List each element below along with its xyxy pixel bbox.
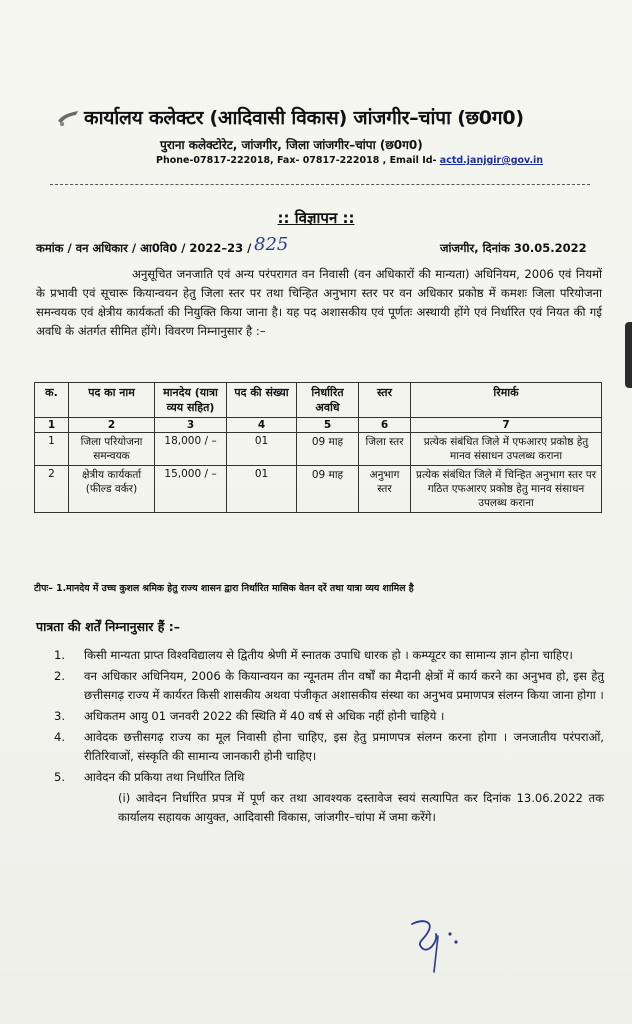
table-footnote: टीपः– 1.मानदेय में उच्च कुशल श्रमिक हेतु राज्य शासन द्वारा निर्धारित मासिक वेतन दरें तथा यात्रा व्यय शामिल है bbox=[34, 583, 414, 594]
scrollbar-thumb[interactable] bbox=[625, 322, 632, 388]
reference-handwritten-number: 825 bbox=[254, 234, 289, 255]
col-number: 2 bbox=[69, 418, 155, 433]
posts-table bbox=[34, 382, 602, 513]
item-text: आवेदक छत्तीसगढ़ राज्य का मूल निवासी होना चाहिए, इस हेतु प्रमाणपत्र संलग्न करना होगा । जनजातीय परंपराओं, रीतिरिवाजों, संस्कृति की सामान्य जानकारी होनी चाहिए। bbox=[84, 730, 604, 763]
sub-item: (i) आवेदन निर्धारित प्रपत्र में पूर्ण कर तथा आवश्यक दस्तावेज स्वयं सत्यापित कर दिनांक 13.06.2022 तक कार्यालय सहायक आयुक्त, आदिवासी विकास, जांजगीर–चांपा में जमा करेंगे। bbox=[118, 791, 604, 824]
col-header: निर्धारित अवधि bbox=[297, 383, 359, 418]
col-number: 6 bbox=[359, 418, 411, 433]
header-divider bbox=[50, 184, 590, 185]
col-number: 5 bbox=[297, 418, 359, 433]
signature-icon bbox=[398, 912, 488, 982]
item-text: किसी मान्यता प्राप्त विश्वविद्यालय से द्वितीय श्रेणी में स्नातक उपाधि धारक हो । कम्प्यूटर का सामान्य ज्ञान होना चाहिए। bbox=[84, 648, 573, 662]
list-item bbox=[54, 707, 604, 726]
cell-post: क्षेत्रीय कार्यकर्ता (फील्ड वर्कर) bbox=[69, 466, 155, 513]
item-number: 1. bbox=[54, 648, 66, 662]
item-text: अधिकतम आयु 01 जनवरी 2022 की स्थिति में 40 वर्ष से अधिक नहीं होनी चाहिये । bbox=[84, 709, 445, 723]
phone-fax: Phone-07817-222018, Fax- 07817-222018 , Email Id- bbox=[156, 155, 440, 166]
cell-sno: 2 bbox=[35, 466, 69, 513]
list-item bbox=[54, 646, 604, 665]
cell-level: जिला स्तर bbox=[359, 433, 411, 466]
col-header: मानदेय (यात्रा व्यय सहित) bbox=[155, 383, 227, 418]
col-header: क. bbox=[35, 383, 69, 418]
cell-count: 01 bbox=[227, 466, 297, 513]
col-header: पद का नाम bbox=[69, 383, 155, 418]
item-text: वन अधिकार अधिनियम, 2006 के कियान्वयन का न्यूनतम तीन वर्षों का मैदानी क्षेत्रों में कार्य करने का अनुभव हो, इस हेतु छत्तीसगढ़ राज्य में कार्यरत किसी शासकीय अथवा पंजीकृत अशासकीय संस्था का अनुभव प्रमाणपत्र संलग्न किया जाना होगा । bbox=[84, 669, 604, 702]
cell-duration: 09 माह bbox=[297, 466, 359, 513]
email-link[interactable]: actd.janjgir@gov.in bbox=[439, 155, 544, 166]
cell-honorarium: 15,000 / – bbox=[155, 466, 227, 513]
col-number: 7 bbox=[411, 418, 602, 433]
item-number: 5. bbox=[54, 770, 66, 784]
col-header: रिमार्क bbox=[411, 383, 602, 418]
col-header: स्तर bbox=[359, 383, 411, 418]
office-title: कार्यालय कलेक्टर (आदिवासी विकास) जांजगीर–चांपा (छ0ग0) bbox=[84, 107, 524, 129]
col-number: 4 bbox=[227, 418, 297, 433]
cell-level: अनुभाग स्तर bbox=[359, 466, 411, 513]
column-number-row bbox=[35, 418, 602, 433]
cell-remark: प्रत्येक संबंधित जिले में एफआरए प्रकोष्ठ हेतु मानव संसाधन उपलब्ध कराना bbox=[411, 433, 602, 466]
office-contact bbox=[156, 155, 543, 166]
office-address: पुराना कलेक्टोरेट, जांजगीर, जिला जांजगीर–चांपा (छ0ग0) bbox=[160, 138, 423, 152]
table-row bbox=[35, 466, 602, 513]
item-number: 3. bbox=[54, 709, 66, 723]
cell-remark: प्रत्येक संबंधित जिले में चिन्हित अनुभाग स्तर पर गठित एफआरए प्रकोष्ठ हेतु मानव संसाधन उपलब्ध कराना bbox=[411, 466, 602, 513]
notice-paragraph bbox=[36, 265, 602, 341]
conditions-list bbox=[54, 646, 604, 829]
col-number: 1 bbox=[35, 418, 69, 433]
conditions-title: पात्रता की शर्तें निम्नानुसार हैं :– bbox=[36, 619, 181, 634]
cell-duration: 09 माह bbox=[297, 433, 359, 466]
item-text: आवेदन की प्रकिया तथा निर्धारित तिथि bbox=[84, 770, 245, 784]
item-number: 4. bbox=[54, 730, 66, 744]
list-item bbox=[54, 768, 604, 827]
paragraph-rest: अधिनियम, 2006 एवं नियमों के प्रभावी एवं सूचारू कियान्वयन हेतु जिला स्तर पर तथा चिन्हित अनुभाग स्तर पर वन अधिकार प्रकोष्ठ में कमशः जिला परियोजना समन्वयक एवं क्षेत्रीय कार्यकर्ता की नियुक्ति किया जाना है। यह पद अशासकीय एवं पूर्णतः अस्थायी होंगे एवं निर्धारित एवं नियत की गई अवधि के अंतर्गत सीमित होंगे। विवरण निम्नानुसार है :– bbox=[36, 267, 603, 338]
table-header-row bbox=[35, 383, 602, 418]
cell-post: जिला परियोजना समन्वयक bbox=[69, 433, 155, 466]
list-item bbox=[54, 728, 604, 766]
cell-honorarium: 18,000 / – bbox=[155, 433, 227, 466]
table-row bbox=[35, 433, 602, 466]
place-date: जांजगीर, दिनांक 30.05.2022 bbox=[440, 241, 587, 255]
list-item bbox=[54, 667, 604, 705]
emblem-icon bbox=[56, 107, 80, 129]
item-number: 2. bbox=[54, 669, 66, 683]
cell-sno: 1 bbox=[35, 433, 69, 466]
col-number: 3 bbox=[155, 418, 227, 433]
cell-count: 01 bbox=[227, 433, 297, 466]
reference-number: कमांक / वन अधिकार / आ0वि0 / 2022–23 / bbox=[36, 241, 252, 255]
paragraph-lead: अनुसूचित जनजाति एवं अन्य परंपरागत वन निवासी (वन अधिकारों की मान्यता) bbox=[132, 267, 470, 281]
notice-title: :: विज्ञापन :: bbox=[277, 209, 355, 227]
col-header: पद की संख्या bbox=[227, 383, 297, 418]
